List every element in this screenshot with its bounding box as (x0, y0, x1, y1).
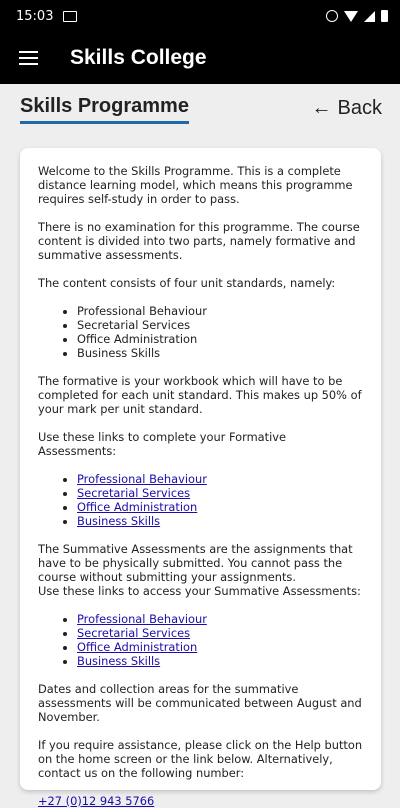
page-header (20, 95, 382, 125)
formative-link-professional-behaviour[interactable]: Professional Behaviour (77, 472, 207, 486)
summative-link-professional-behaviour[interactable]: Professional Behaviour (77, 612, 207, 626)
status-bar (0, 0, 400, 32)
back-arrow-icon: ← (311, 97, 332, 119)
formative-desc-text: The formative is your workbook which will have to be completed for each unit standard. This makes up 50% of your mark per unit standard. (38, 374, 362, 416)
list-item: • Professional Behaviour (77, 304, 363, 318)
page-title: Skills Programme (20, 95, 189, 124)
intro-text: Welcome to the Skills Programme. This is a complete distance learning model, which means this programme requires self-study in order to pass. (38, 164, 353, 206)
status-time: 15:03 (16, 8, 54, 24)
list-item: • Secretarial Services (77, 318, 363, 332)
app-bar (0, 32, 400, 84)
back-label: Back (337, 97, 382, 119)
formative-link-secretarial-services[interactable]: Secretarial Services (77, 486, 191, 500)
content-card (20, 148, 381, 808)
summative-link-secretarial-services[interactable]: Secretarial Services (77, 626, 191, 640)
cast-icon (63, 11, 77, 22)
signal-icon (364, 11, 375, 22)
list-item: • Business Skills (77, 346, 363, 360)
formative-links-intro: Use these links to complete your Formative Assessments: (38, 430, 287, 458)
summative-links-intro: Use these links to access your Summative Assessments: (38, 584, 361, 598)
phone-link[interactable]: +27 (0)12 943 5766 (38, 794, 155, 808)
no-exam-text: There is no examination for this programme. The course content is divided into two parts, namely formative and summative assessments. (38, 220, 360, 262)
summative-link-office-administration[interactable]: Office Administration (77, 640, 198, 654)
formative-link-business-skills[interactable]: Business Skills (77, 514, 161, 528)
summative-link-business-skills[interactable]: Business Skills (77, 654, 161, 668)
list-item: • Office Administration (77, 332, 363, 346)
formative-links-list (38, 472, 363, 528)
formative-link-office-administration[interactable]: Office Administration (77, 500, 198, 514)
summative-links-list (38, 612, 363, 668)
units-intro-text: The content consists of four unit standards, namely: (38, 276, 336, 290)
summative-desc-text: The Summative Assessments are the assignments that have to be physically submitted. You cannot pass the course without submitting your assignments. (38, 542, 353, 584)
unit-standards-list (38, 304, 363, 360)
battery-icon (381, 10, 388, 22)
back-button[interactable] (312, 97, 382, 120)
help-note-text: If you require assistance, please click on the Help button on the home screen or the link below. Alternatively, contact us on the following number: (38, 738, 363, 780)
alarm-icon (326, 10, 338, 22)
hamburger-menu-icon[interactable] (0, 32, 56, 84)
dates-note-text: Dates and collection areas for the summative assessments will be communicated between August and November. (38, 682, 362, 724)
app-title: Skills College (70, 46, 207, 69)
wifi-icon (344, 11, 358, 22)
